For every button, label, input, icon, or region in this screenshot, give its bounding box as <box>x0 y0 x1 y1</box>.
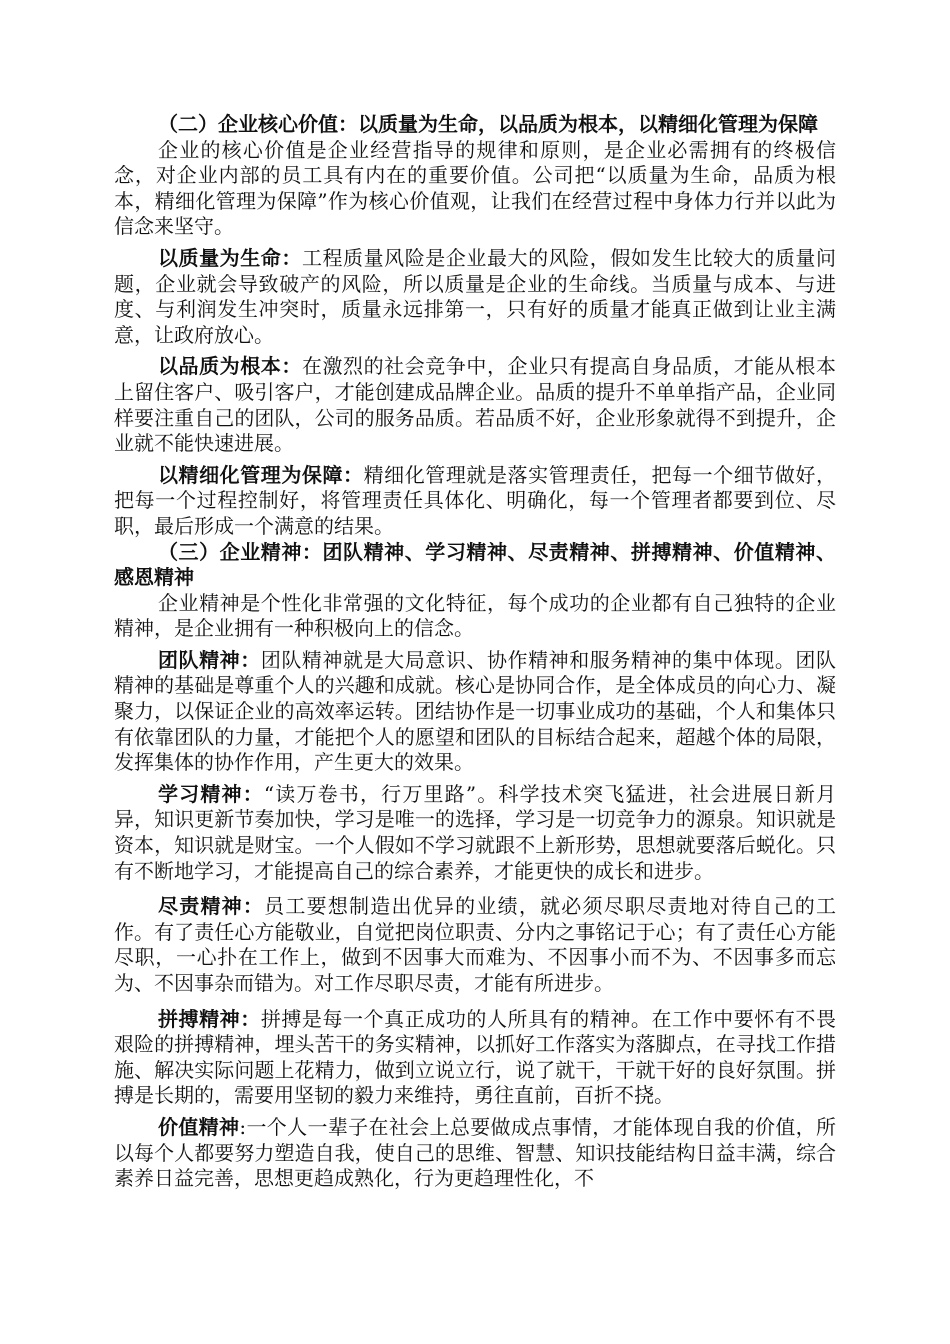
paragraph-core-values-intro: 企业的核心价值是企业经营指导的规律和原则，是企业必需拥有的终极信念，对企业内部的员工具有内在的重要价值。公司把“以质量为生命，品质为根本，精细化管理为保障”作为核心价值观，让我们在经营过程中身体力行并以此为信念来坚守。 <box>114 137 836 239</box>
paragraph-lead: 以质量为生命： <box>158 245 302 270</box>
paragraph-responsibility-spirit <box>114 894 836 996</box>
paragraph-striving-spirit <box>114 1007 836 1109</box>
paragraph-lead: 以精细化管理为保障： <box>158 462 364 487</box>
paragraph-lead: 以品质为根本： <box>158 354 302 379</box>
paragraph-lead: 学习精神： <box>158 781 264 806</box>
paragraph-lead: 拼搏精神： <box>158 1006 261 1031</box>
section-heading-core-values: （二）企业核心价值：以质量为生命，以品质为根本，以精细化管理为保障 <box>158 112 818 136</box>
paragraph-text: “读万卷书，行万里路”。科学技术突飞猛进，社会进展日新月异，知识更新节奏加快，学习是唯一的选择，学习是一切竞争力的源泉。知识就是资本，知识就是财宝。一个人假如不学习就跟不上新形势，思想就要落后蜕化。只有不断地学习，才能提高自己的综合素养，才能更快的成长和进步。 <box>114 781 837 883</box>
paragraph-lead: 价值精神 <box>158 1114 240 1139</box>
paragraph-learning-spirit <box>114 782 836 884</box>
paragraph-value-spirit <box>114 1115 836 1192</box>
paragraph-text: 团队精神就是大局意识、协作精神和服务精神的集中体现。团队精神的基础是尊重个人的兴趣和成就。核心是协同合作，是全体成员的向心力、凝聚力，以保证企业的高效率运转。团结协作是一切事业成功的基础，个人和集体只有依靠团队的力量，才能把个人的愿望和团队的目标结合起来，超越个体的局限，发挥集体的协作作用，产生更大的效果。 <box>114 647 836 775</box>
paragraph-team-spirit <box>114 648 836 776</box>
paragraph-text: 精细化管理就是落实管理责任，把每一个细节做好，把每一个过程控制好，将管理责任具体化、明确化，每一个管理者都要到位、尽职，最后形成一个满意的结果。 <box>114 462 836 538</box>
paragraph-spirit-intro: 企业精神是个性化非常强的文化特征，每个成功的企业都有自己独特的企业精神，是企业拥有一种积极向上的信念。 <box>114 590 836 641</box>
paragraph-lead: 团队精神： <box>158 647 261 672</box>
paragraph-text: 拼搏是每一个真正成功的人所具有的精神。在工作中要怀有不畏艰险的拼搏精神，埋头苦干的务实精神，以抓好工作落实为落脚点，在寻找工作措施、解决实际问题上花精力，做到立说立行，说了就干，干就干好的良好氛围。拼搏是长期的，需要用坚韧的毅力来维持，勇往直前，百折不挠。 <box>114 1006 836 1108</box>
paragraph-quality-foundation <box>114 354 836 456</box>
paragraph-text: 在激烈的社会竞争中，企业只有提高自身品质，才能从根本上留住客户、吸引客户，才能创建成品牌企业。品质的提升不单单指产品，企业同样要注重自己的团队，公司的服务品质。若品质不好，企业形象就得不到提升，企业就不能快速进展。 <box>114 354 836 456</box>
paragraph-lean-management <box>114 463 836 540</box>
paragraph-lead: 尽责精神： <box>158 894 265 919</box>
paragraph-text: 员工要想制造出优异的业绩，就必须尽职尽责地对待自己的工作。有了责任心方能敬业，自觉把岗位职责、分内之事铭记于心；有了责任心方能尽职，一心扑在工作上，做到不因事大而难为、不因事小而不为、不因事多而忘为、不因事杂而错为。对工作尽职尽责，才能有所进步。 <box>114 894 837 995</box>
document-body <box>114 112 836 1192</box>
paragraph-text: :一个人一辈子在社会上总要做成点事情，才能体现自我的价值，所以每个人都要努力塑造自我，使自己的思维、智慧、知识技能结构日益丰满，综合素养日益完善，思想更趋成熟化，行为更趋理性化，不 <box>114 1114 836 1191</box>
paragraph-quality <box>114 246 836 348</box>
section-heading-spirit: （三）企业精神：团队精神、学习精神、尽责精神、拼搏精神、价值精神、感恩精神 <box>114 539 836 590</box>
paragraph-text: 工程质量风险是企业最大的风险，假如发生比较大的质量问题，企业就会导致破产的风险，所以质量是企业的生命线。当质量与成本、与进度、与利润发生冲突时，质量永远排第一，只有好的质量才能真正做到让业主满意，让政府放心。 <box>114 245 836 347</box>
